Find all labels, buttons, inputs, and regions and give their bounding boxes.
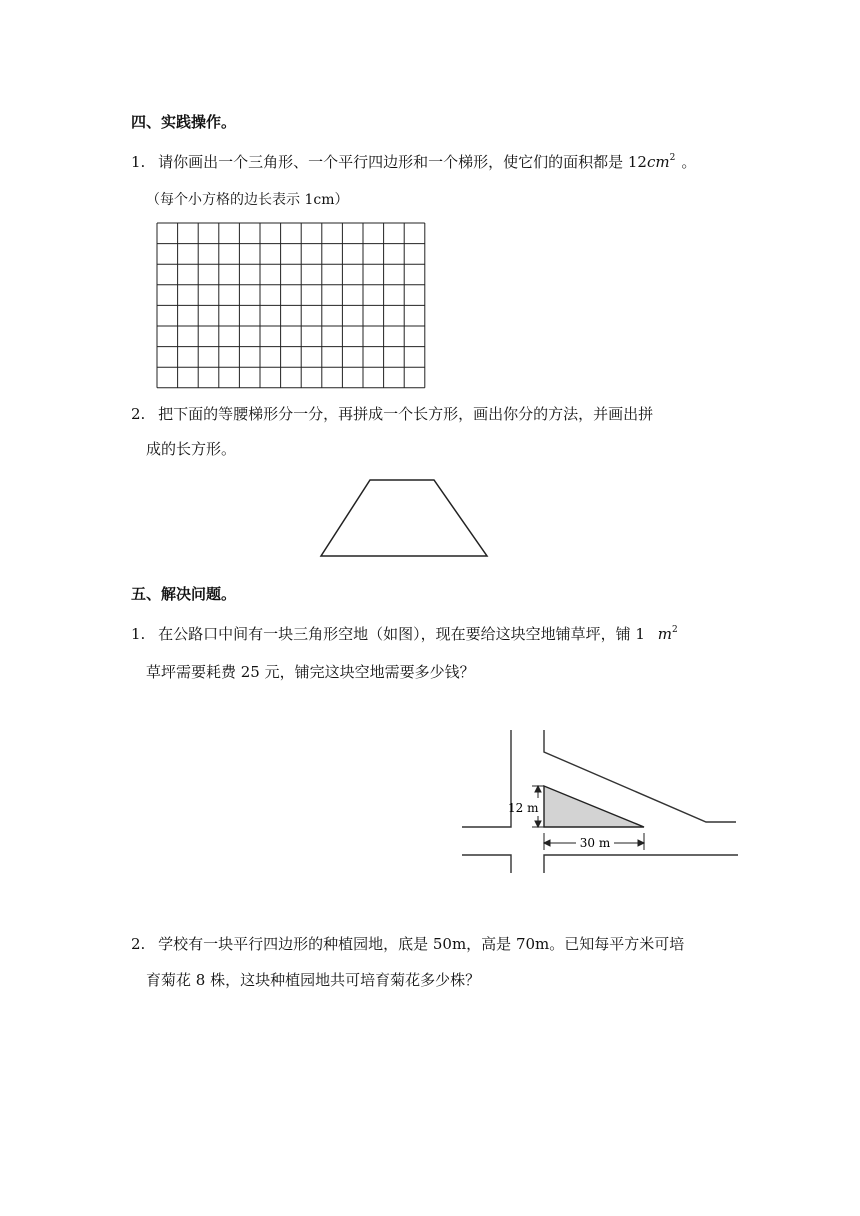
- section4-heading: 四、实践操作。: [131, 113, 237, 131]
- section5-q1: [131, 624, 678, 647]
- exponent: 2: [671, 625, 678, 635]
- q-number: 1.: [131, 153, 146, 171]
- q-text-line2: 成的长方形。: [146, 440, 237, 458]
- q-text-line1: 学校有一块平行四边形的种植园地，底是 50m，高是 70m。已知每平方米可培: [158, 935, 685, 953]
- q-text-line2: 草坪需要耗费 25 元，铺完这块空地需要多少钱？: [146, 663, 475, 681]
- q-text-line2: 育菊花 8 株，这块种植园地共可培育菊花多少株？: [146, 971, 481, 989]
- section5-heading: 五、解决问题。: [131, 585, 237, 603]
- q-text-line1: 把下面的等腰梯形分一分，再拼成一个长方形，画出你分的方法，并画出拼: [158, 405, 654, 423]
- exponent: 2: [669, 153, 676, 163]
- square-grid: [156, 222, 426, 390]
- q-number: 2.: [131, 935, 146, 953]
- section4-q2: [131, 404, 653, 424]
- base-label: 30 m: [579, 836, 611, 850]
- section4-q1: [131, 152, 696, 175]
- triangle-lot: [544, 786, 644, 827]
- q-number: 2.: [131, 405, 146, 423]
- unit: cm: [646, 153, 670, 171]
- unit: m: [657, 625, 672, 643]
- section5-q2: [131, 934, 684, 954]
- q-text: 请你画出一个三角形、一个平行四边形和一个梯形，使它们的面积都是 12: [158, 153, 647, 171]
- q-number: 1.: [131, 625, 146, 643]
- road-intersection-figure: [458, 726, 748, 876]
- isosceles-trapezoid: [318, 476, 498, 566]
- q-end: 。: [681, 153, 697, 171]
- q-text-line1: 在公路口中间有一块三角形空地（如图），现在要给这块空地铺草坪，铺 1: [158, 625, 645, 643]
- height-label: 12 m: [508, 801, 539, 815]
- grid-note: （每个小方格的边长表示 1cm）: [146, 192, 349, 208]
